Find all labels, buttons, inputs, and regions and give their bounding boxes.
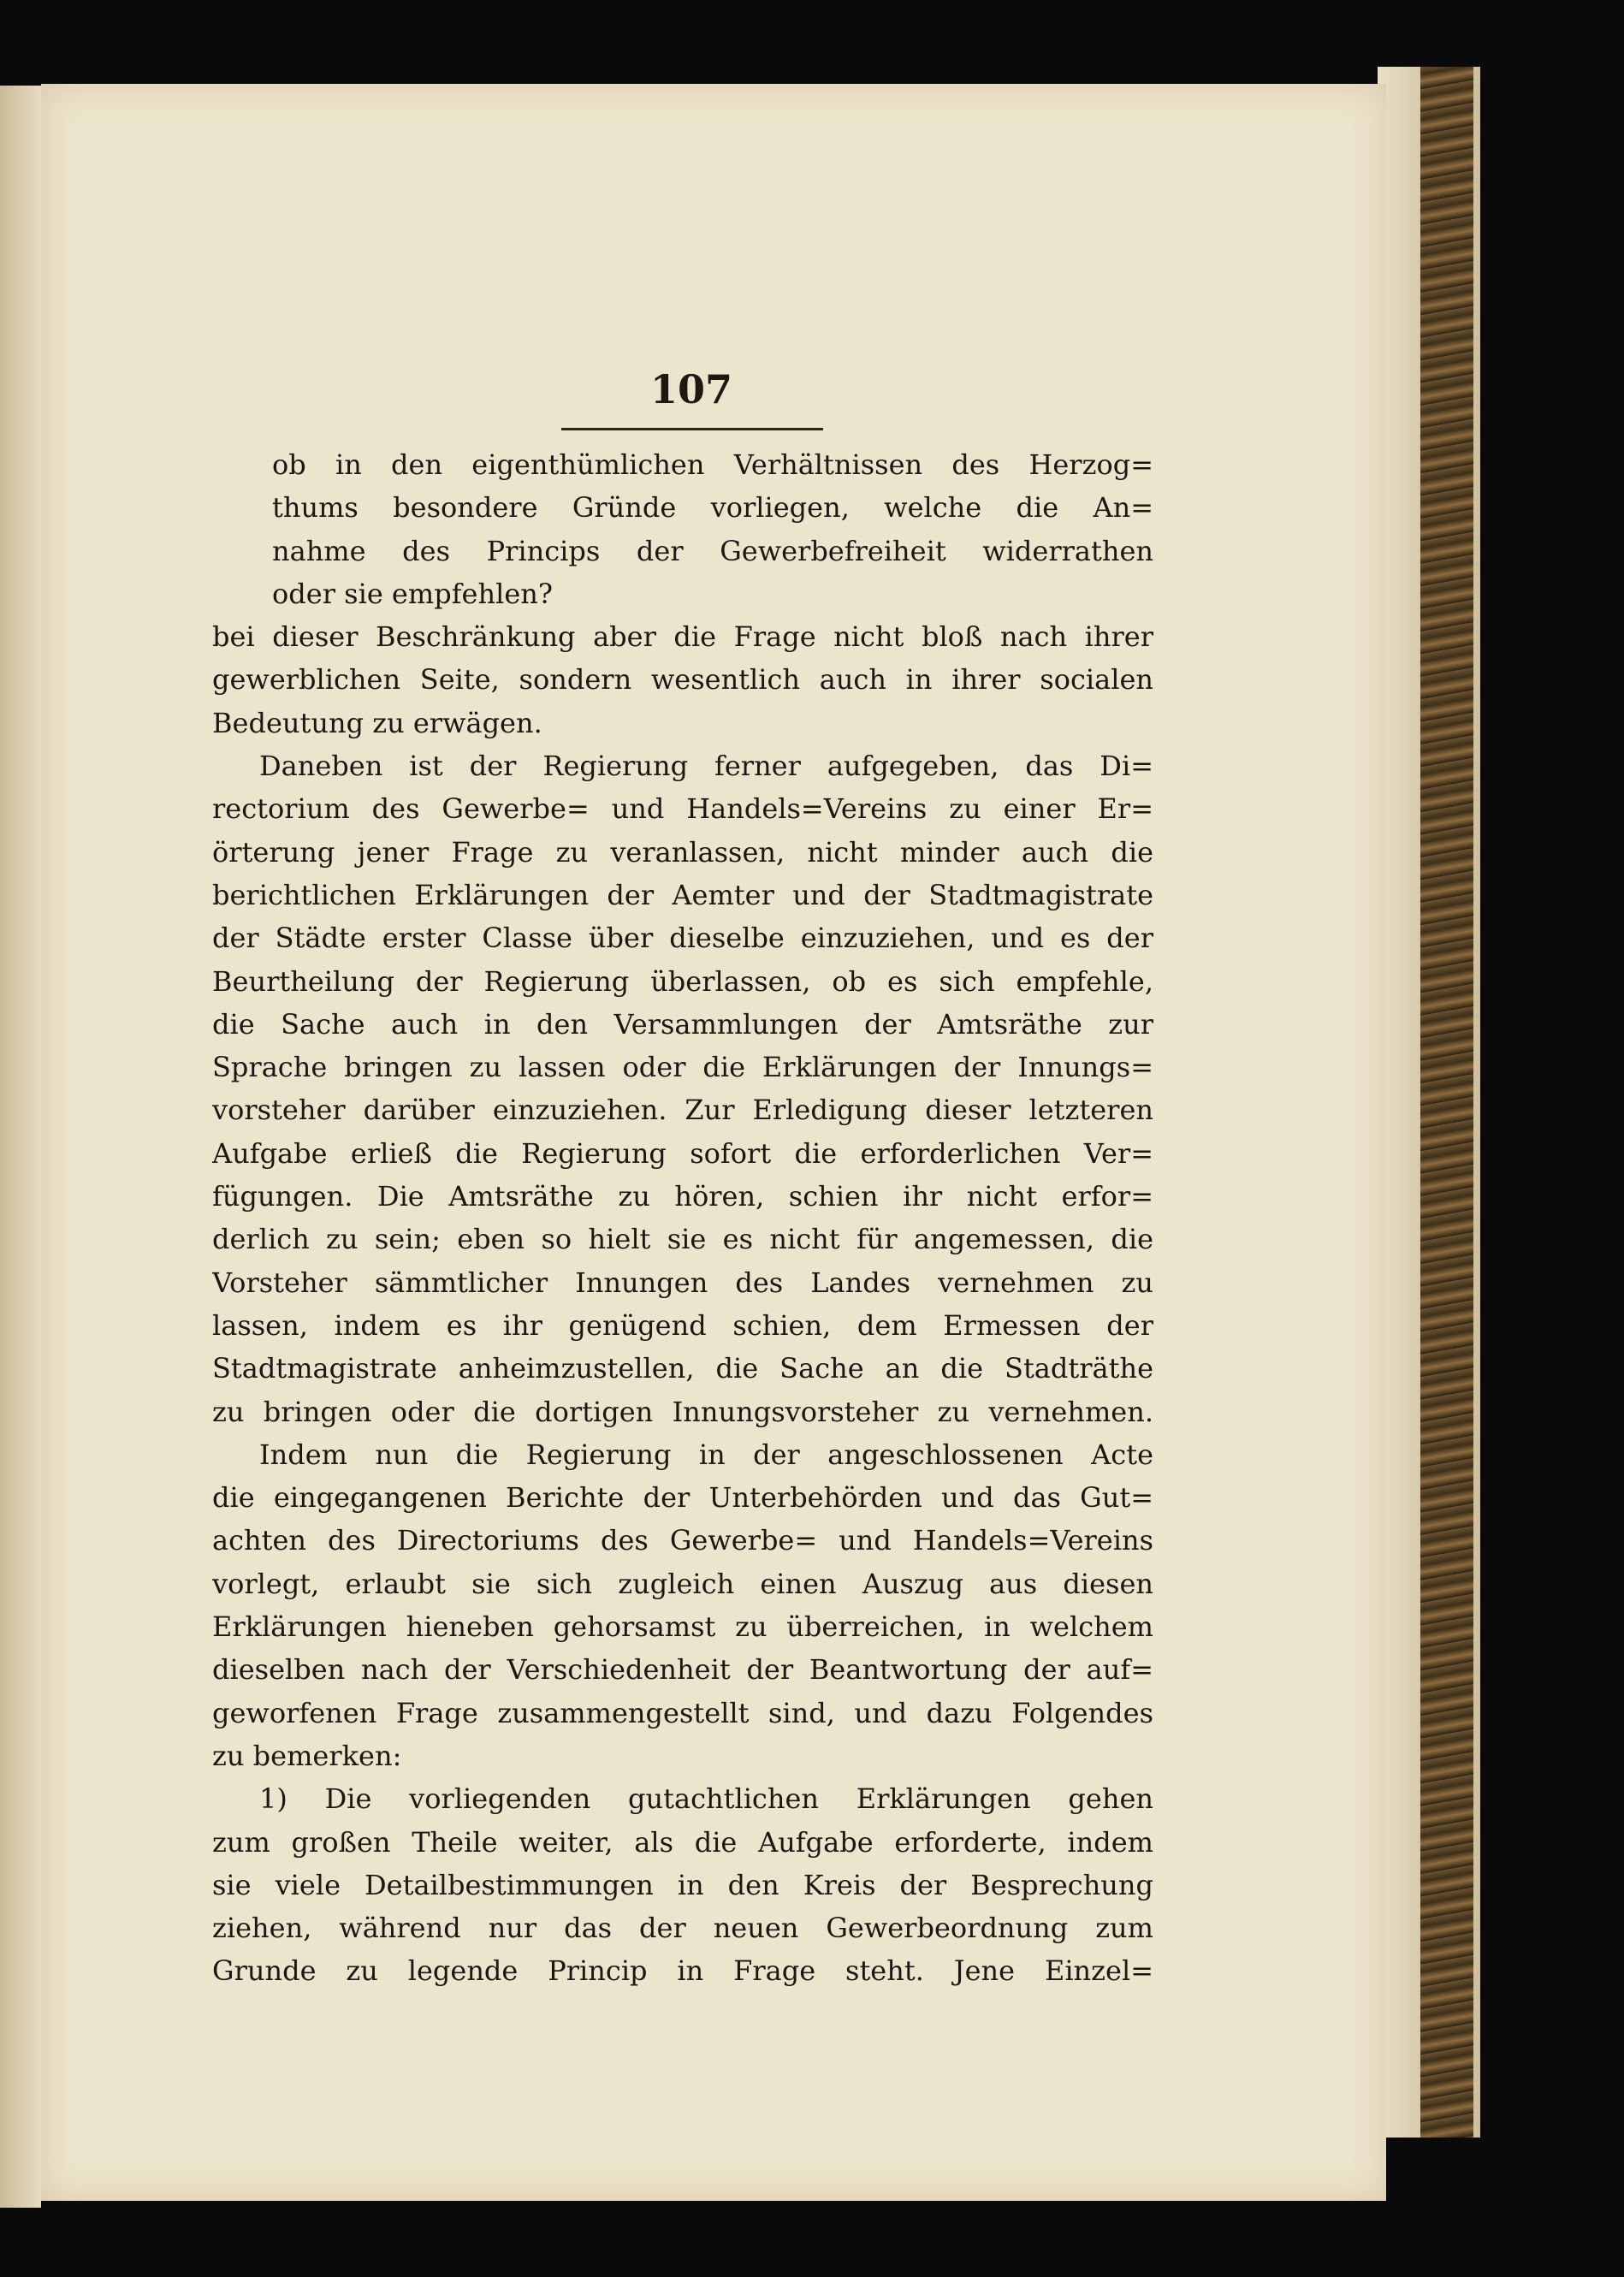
text-line: ob in den eigenthümlichen Verhältnissen des Herzog=: [272, 448, 1153, 481]
text-line: geworfenen Frage zusammengestellt sind, und dazu Folgendes: [212, 1696, 1153, 1729]
text-line: Erklärungen hieneben gehorsamst zu überreichen, in welchem: [212, 1610, 1153, 1644]
text-line: der Städte erster Classe über dieselbe einzuziehen, und es der: [212, 922, 1153, 955]
text-line: nahme des Princips der Gewerbefreiheit widerrathen: [272, 534, 1153, 567]
text-line: sie viele Detailbestimmungen in den Kreis der Besprechung: [212, 1868, 1153, 1901]
text-line: die Sache auch in den Versammlungen der Amtsräthe zur: [212, 1007, 1153, 1041]
book-page: [41, 84, 1386, 2201]
text-line: zu bringen oder die dortigen Innungsvorsteher zu vernehmen.: [212, 1395, 1153, 1428]
text-line: derlich zu sein; eben so hielt sie es nicht für angemessen, die: [212, 1223, 1153, 1256]
text-line: zum großen Theile weiter, als die Aufgabe erforderte, indem: [212, 1825, 1153, 1859]
text-line: die eingegangenen Berichte der Unterbehörden und das Gut=: [212, 1481, 1153, 1515]
text-line: rectorium des Gewerbe= und Handels=Vereins zu einer Er=: [212, 792, 1153, 826]
text-line: thums besondere Gründe vorliegen, welche die An=: [272, 491, 1153, 525]
text-line: 1) Die vorliegenden gutachtlichen Erklärungen gehen: [259, 1782, 1153, 1816]
text-line: Stadtmagistrate anheimzustellen, die Sache an die Stadträthe: [212, 1352, 1153, 1385]
text-line: zu bemerken:: [212, 1739, 402, 1772]
text-line: Daneben ist der Regierung ferner aufgegeben, das Di=: [259, 750, 1153, 783]
text-line: dieselben nach der Verschiedenheit der Beantwortung der auf=: [212, 1653, 1153, 1687]
page-number: 107: [649, 366, 733, 412]
text-line: örterung jener Frage zu veranlassen, nicht minder auch die: [212, 835, 1153, 869]
book-cover-marbled: [1420, 67, 1473, 2138]
body-text: [212, 443, 1153, 1993]
text-line: ziehen, während nur das der neuen Gewerbeordnung zum: [212, 1912, 1153, 1945]
text-line: Bedeutung zu erwägen.: [212, 706, 542, 739]
text-line: bei dieser Beschränkung aber die Frage nicht bloß nach ihrer: [212, 620, 1153, 654]
text-line: Beurtheilung der Regierung überlassen, ob es sich empfehle,: [212, 964, 1153, 998]
text-line: Grunde zu legende Princip in Frage steht. Jene Einzel=: [212, 1954, 1153, 1988]
text-line: Vorsteher sämmtlicher Innungen des Landes vernehmen zu: [212, 1266, 1153, 1299]
header-rule: [561, 428, 823, 430]
text-line: Indem nun die Regierung in der angeschlossenen Acte: [259, 1438, 1153, 1471]
text-line: berichtlichen Erklärungen der Aemter und der Stadtmagistrate: [212, 878, 1153, 911]
text-line: vorlegt, erlaubt sie sich zugleich einen Auszug aus diesen: [212, 1567, 1153, 1600]
text-line: Sprache bringen zu lassen oder die Erklärungen der Innungs=: [212, 1051, 1153, 1084]
text-line: Aufgabe erließ die Regierung sofort die erforderlichen Ver=: [212, 1136, 1153, 1170]
text-line: lassen, indem es ihr genügend schien, dem Ermessen der: [212, 1308, 1153, 1342]
text-line: gewerblichen Seite, sondern wesentlich auch in ihrer socialen: [212, 663, 1153, 697]
text-line: vorsteher darüber einzuziehen. Zur Erledigung dieser letzteren: [212, 1094, 1153, 1127]
text-line: achten des Directoriums des Gewerbe= und Handels=Vereins: [212, 1524, 1153, 1557]
book-left-edge: [0, 86, 41, 2208]
text-line: oder sie empfehlen?: [272, 577, 554, 610]
text-line: fügungen. Die Amtsräthe zu hören, schien ihr nicht erfor=: [212, 1180, 1153, 1213]
